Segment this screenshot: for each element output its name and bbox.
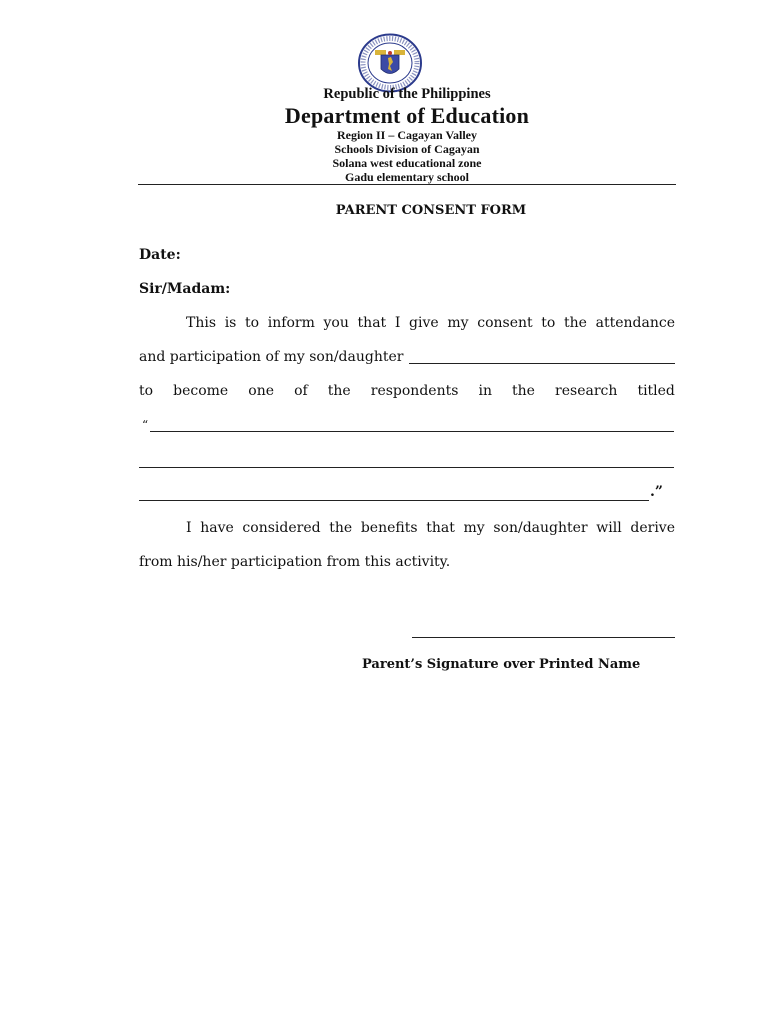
word: respondents [370, 383, 459, 399]
research-title-blank-2[interactable] [139, 467, 674, 468]
republic-heading: Republic of the Philippines [323, 86, 491, 102]
paragraph-2-line-1: I have considered the benefits that my son/daughter will derive [186, 520, 675, 536]
date-label: Date: [139, 247, 181, 263]
research-title-blank-1[interactable] [150, 431, 674, 432]
son-daughter-text: and participation of my son/daughter [139, 349, 404, 365]
paragraph-2-line-2: from his/her participation from this activity. [139, 554, 451, 570]
research-title-blank-3[interactable] [139, 500, 649, 501]
zone-line: Solana west educational zone [332, 156, 482, 170]
salutation: Sir/Madam: [139, 281, 231, 297]
word: to [139, 383, 154, 399]
child-name-blank[interactable] [409, 349, 675, 364]
paragraph-1-line-2 [139, 349, 675, 365]
word: in [478, 383, 492, 399]
department-heading: Department of Education [284, 103, 530, 128]
signature-line[interactable] [412, 637, 675, 638]
paragraph-1-line-1: This is to inform you that I give my consent to the attendance [186, 315, 675, 331]
opening-quote: “ [142, 418, 149, 432]
region-line: Region II – Cagayan Valley [336, 128, 478, 142]
paragraph-1-line-3 [139, 383, 675, 399]
word: titled [637, 383, 675, 399]
deped-seal-logo [357, 33, 423, 93]
division-line: Schools Division of Cagayan [334, 142, 480, 156]
school-line: Gadu elementary school [345, 170, 469, 184]
word: the [327, 383, 351, 399]
closing-quote: .” [650, 484, 663, 500]
form-title: PARENT CONSENT FORM [335, 203, 527, 218]
word: of [294, 383, 308, 399]
signature-label: Parent’s Signature over Printed Name [362, 657, 641, 672]
word: research [555, 383, 618, 399]
word: become [173, 383, 229, 399]
header-divider [138, 184, 676, 185]
word: the [512, 383, 535, 399]
word: one [248, 383, 274, 399]
